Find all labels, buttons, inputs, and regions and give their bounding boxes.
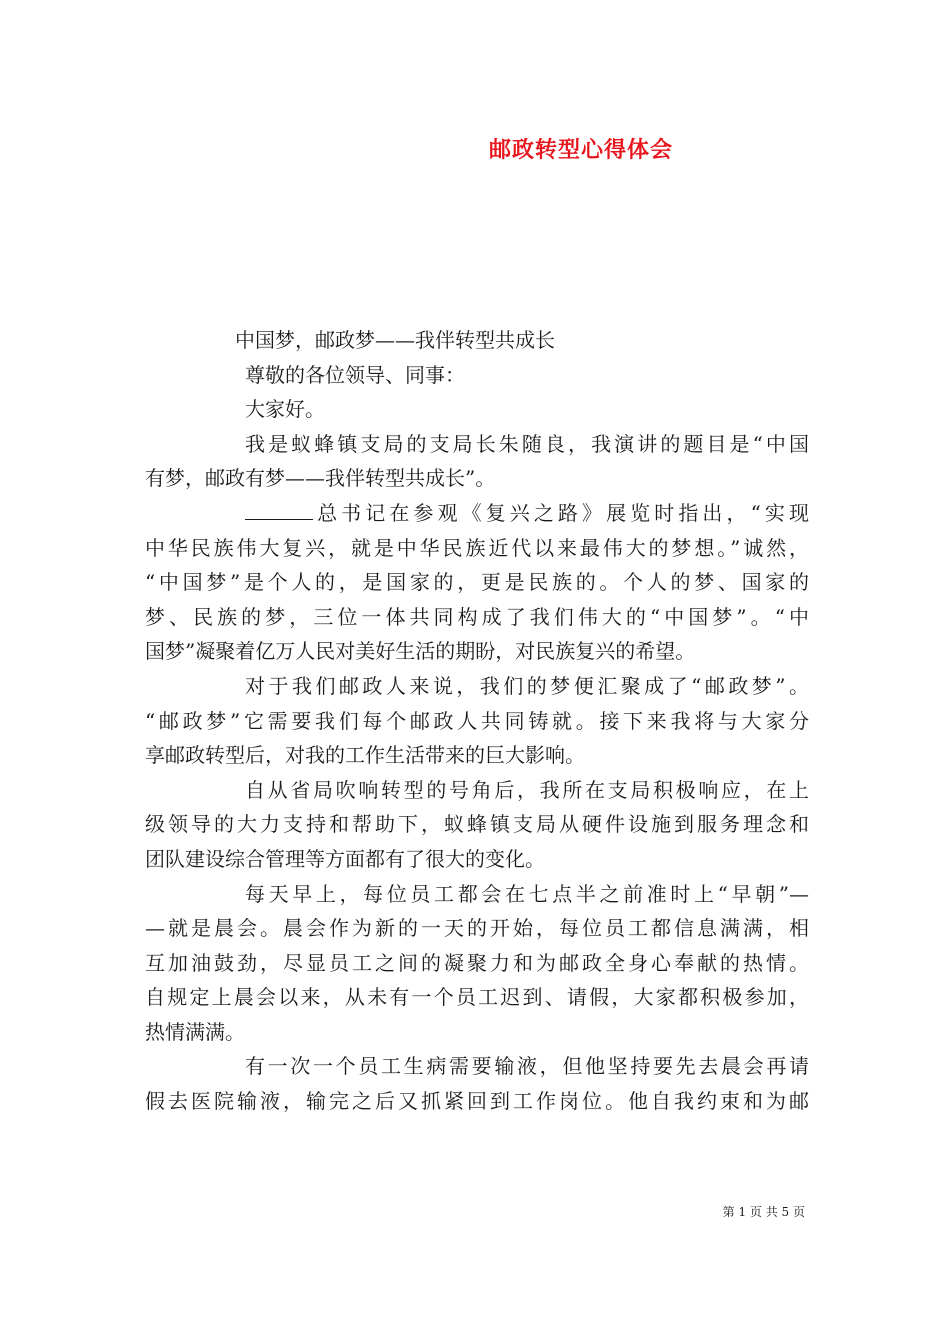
paragraph-line: 享邮政转型后，对我的工作生活带来的巨大影响。 (145, 743, 585, 768)
paragraph-line: 假去医院输液，输完之后又抓紧回到工作岗位。他自我约束和为邮 (145, 1089, 809, 1114)
paragraph-line-text: 总书记在参观《复兴之路》展览时指出，“实现 (313, 500, 809, 525)
paragraph-line: “中国梦”是个人的，是国家的，更是民族的。个人的梦、国家的 (145, 570, 809, 595)
speech-subtitle: 中国梦，邮政梦——我伴转型共成长 (235, 328, 555, 352)
paragraph-line: 团队建设综合管理等方面都有了很大的变化。 (145, 846, 545, 871)
blank-underline (245, 501, 313, 520)
paragraph-line: 我是蚁蜂镇支局的支局长朱随良，我演讲的题目是“中国 (245, 431, 809, 456)
paragraph-line: 互加油鼓劲，尽显员工之间的凝聚力和为邮政全身心奉献的热情。 (145, 950, 809, 975)
greeting: 大家好。 (245, 397, 325, 422)
page-number: 第 1 页 共 5 页 (722, 1205, 805, 1219)
paragraph-line (145, 496, 809, 531)
paragraph-line: 级领导的大力支持和帮助下，蚁蜂镇支局从硬件设施到服务理念和 (145, 812, 809, 837)
paragraph-line: 每天早上，每位员工都会在七点半之前准时上“早朝”— (245, 881, 809, 906)
paragraph-line: 自从省局吹响转型的号角后，我所在支局积极响应，在上 (245, 777, 809, 802)
paragraph-line: 自规定上晨会以来，从未有一个员工迟到、请假，大家都积极参加， (145, 985, 809, 1010)
paragraph-line: 中华民族伟大复兴，就是中华民族近代以来最伟大的梦想。”诚然， (145, 535, 809, 560)
document-body (145, 323, 809, 1119)
paragraph-line: 热情满满。 (145, 1019, 245, 1044)
document-title: 邮政转型心得体会 (489, 137, 674, 163)
paragraph-line: 国梦”凝聚着亿万人民对美好生活的期盼，对民族复兴的希望。 (145, 639, 696, 664)
paragraph-line: 有梦，邮政有梦——我伴转型共成长”。 (145, 466, 496, 491)
paragraph-line: —就是晨会。晨会作为新的一天的开始，每位员工都信息满满，相 (145, 916, 809, 941)
paragraph-line: “邮政梦”它需要我们每个邮政人共同铸就。接下来我将与大家分 (145, 708, 809, 733)
paragraph-line: 有一次一个员工生病需要输液，但他坚持要先去晨会再请 (245, 1054, 809, 1079)
paragraph-line: 对于我们邮政人来说，我们的梦便汇聚成了“邮政梦”。 (245, 673, 809, 698)
salutation: 尊敬的各位领导、同事： (245, 362, 465, 387)
paragraph-line: 梦、民族的梦，三位一体共同构成了我们伟大的“中国梦”。“中 (145, 604, 809, 629)
